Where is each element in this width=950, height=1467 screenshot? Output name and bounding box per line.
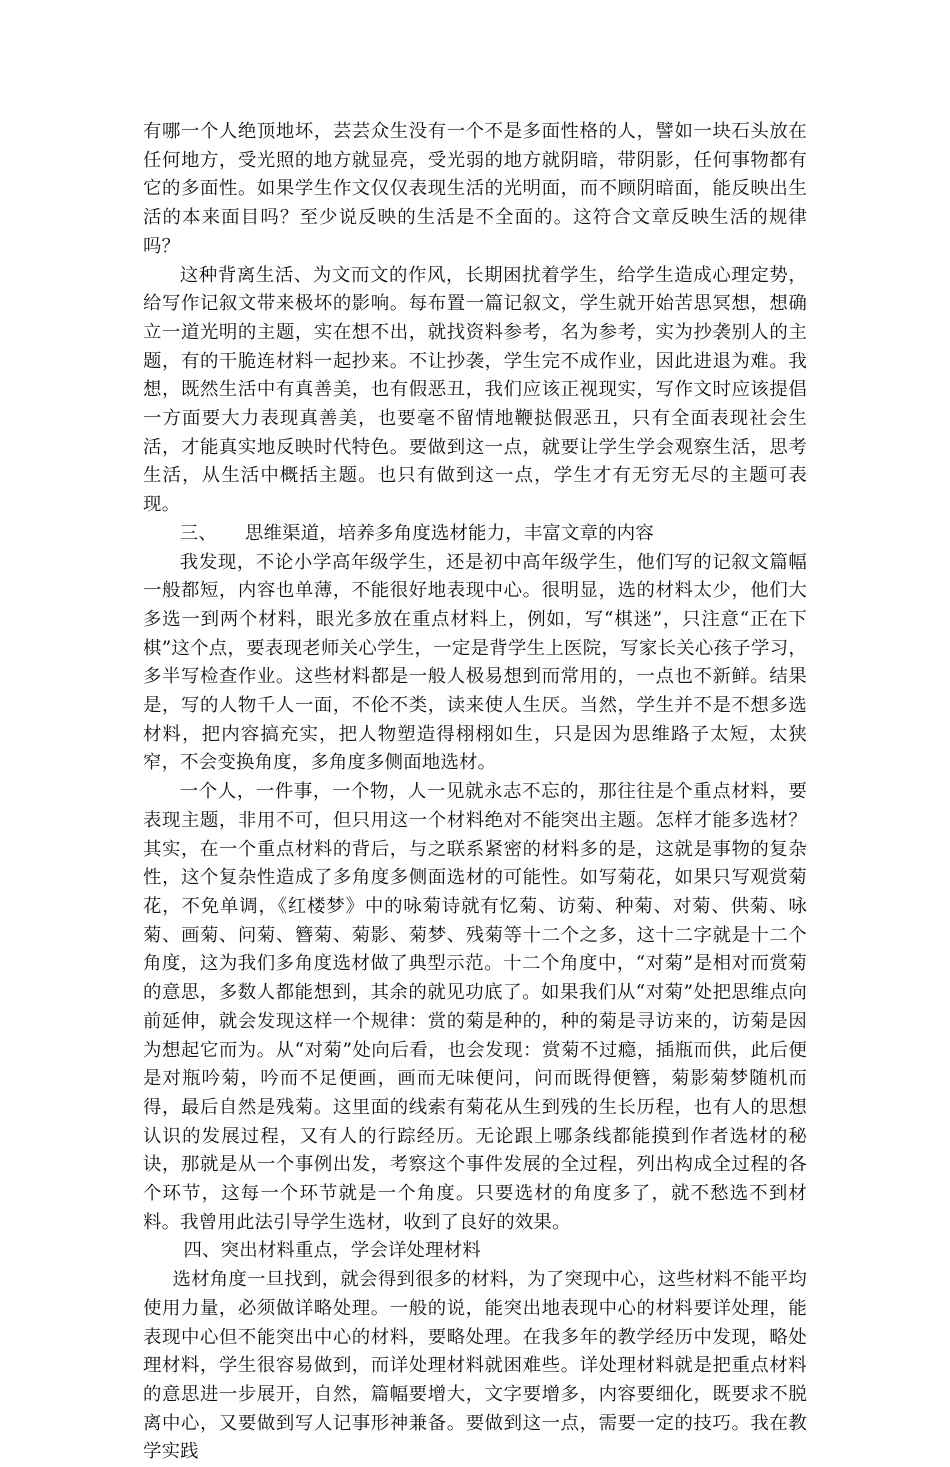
section-heading-4: 四、突出材料重点，学会详处理材料 [183,1240,481,1262]
paragraph-3: 我发现，不论小学高年级学生，还是初中高年级学生，他们写的记叙文篇幅一般都短，内容也单薄，不能很好地表现中心。很明显，选的材料太少，他们大多选一到两个材料，眼光多放在重点材料上，例如，写“棋迷”，只注意“正在下棋”这个点，要表现老师关心学生，一定是背学生上医院，写家长关心孩子学习，多半写检查作业。这些材料都是一般人极易想到而常用的，一点也不新鲜。结果是，写的人物千人一面，不伦不类，读来使人生厌。当然，学生并不是不想多选材料，把内容搞充实，把人物塑造得栩栩如生，只是因为思维路子太短，太狭窄，不会变换角度，多角度多侧面地选材。 [143,551,807,774]
paragraph-2: 这种背离生活、为文而文的作风，长期困扰着学生，给学生造成心理定势，给写作记叙文带来极坏的影响。每布置一篇记叙文，学生就开始苦思冥想，想确立一道光明的主题，实在想不出，就找资料参考，名为参考，实为抄袭别人的主题，有的干脆连材料一起抄来。不让抄袭，学生完不成作业，因此进退为难。我想，既然生活中有真善美，也有假恶丑，我们应该正视现实，写作文时应该提倡一方面要大力表现真善美，也要毫不留情地鞭挞假恶丑，只有全面表现社会生活，才能真实地反映时代特色。要做到这一点，就要让学生学会观察生活，思考生活，从生活中概括主题。也只有做到这一点，学生才有无穷无尽的主题可表现。 [143,264,807,516]
document-page [143,118,807,1467]
paragraph-4: 一个人，一件事，一个物，人一见就永志不忘的，那往往是个重点材料，要表现主题，非用不可，但只用这一个材料绝对不能突出主题。怎样才能多选材？其实，在一个重点材料的背后，与之联系紧密的材料多的是，这就是事物的复杂性，这个复杂性造成了多角度多侧面选材的可能性。如写菊花，如果只写观赏菊花，不免单调，《红楼梦》中的咏菊诗就有忆菊、访菊、种菊、对菊、供菊、咏菊、画菊、问菊、簪菊、菊影、菊梦、残菊等十二个之多，这十二字就是十二个角度，这为我们多角度选材做了典型示范。十二个角度中，“对菊”是相对而赏菊的意思，多数人都能想到，其余的就见功底了。如果我们从“对菊”处把思维点向前延伸，就会发现这样一个规律：赏的菊是种的，种的菊是寻访来的，访菊是因为想起它而为。从“对菊”处向后看，也会发现：赏菊不过瘾，插瓶而供，此后便是对瓶吟菊，吟而不足便画，画而无味便问，问而既得便簪，菊影菊梦随机而得，最后自然是残菊。这里面的线索有菊花从生到残的生长历程，也有人的思想认识的发展过程，又有人的行踪经历。无论跟上哪条线都能摸到作者选材的秘诀，那就是从一个事例出发，考察这个事件发展的全过程，列出构成全过程的各个环节，这每一个环节就是一个角度。只要选材的角度多了，就不愁选不到材料。我曾用此法引导学生选材，收到了良好的效果。 [143,781,807,1233]
paragraph-5: 选材角度一旦找到，就会得到很多的材料，为了突现中心，这些材料不能平均使用力量，必须做详略处理。一般的说，能突出地表现中心的材料要详处理，能表现中心但不能突出中心的材料，要略处理。在我多年的教学经历中发现，略处理材料，学生很容易做到，而详处理材料就困难些。详处理材料就是把重点材料的意思进一步展开，自然，篇幅要增大，文字要增多，内容要细化，既要求不脱离中心，又要做到写人记事形神兼备。要做到这一点，需要一定的技巧。我在教学实践 [143,1269,807,1463]
section-heading-3: 三、 思维渠道，培养多角度选材能力，丰富文章的内容 [179,522,654,544]
paragraph-1: 有哪一个人绝顶地坏，芸芸众生没有一个不是多面性格的人，譬如一块石头放在任何地方，受光照的地方就显亮，受光弱的地方就阴暗，带阴影，任何事物都有它的多面性。如果学生作文仅仅表现生活的光明面，而不顾阴暗面，能反映出生活的本来面目吗？至少说反映的生活是不全面的。这符合文章反映生活的规律吗？ [143,121,807,257]
